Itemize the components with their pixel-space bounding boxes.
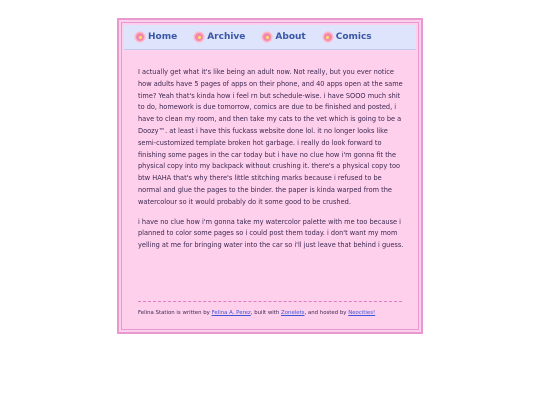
nav-item-label: Archive (207, 32, 246, 42)
nav-bar (124, 25, 416, 50)
post-paragraph: i have no clue how i'm gonna take my watercolor palette with me too because i planned to color some pages so i could post them today. i don't want my mom yelling at me for bringing water into the car so i'll just leave that behind i guess. (138, 217, 404, 250)
footer-text: , built with (250, 310, 282, 316)
footer-divider (138, 301, 402, 302)
flower-icon (195, 33, 203, 41)
flower-icon (324, 33, 332, 41)
footer-text: Felina Station is written by (138, 310, 212, 316)
zonelets-link[interactable]: Zonelets (281, 310, 305, 316)
neocities-link[interactable]: Neocities! (348, 310, 376, 316)
flower-icon (263, 33, 271, 41)
nav-item-about[interactable] (263, 32, 305, 42)
footer-text: , and hosted by (304, 310, 349, 316)
site-footer (138, 309, 408, 317)
nav-item-archive[interactable] (195, 32, 245, 42)
post-paragraph: I actually get what it's like being an adult now. Not really, but you ever notice how adults have 5 pages of apps on their phone, and 40 apps open at the same time? Yeah that's kinda how i feel rn but schedule-wise. i have SOOO much shit to do, homework is due tomorrow, comics are due to be finished and posted, i have to clean my room, and then take my cats to the vet which is going to be a Doozy™. at least i have this fuckass website done lol. it no longer looks like semi-customized template broken hot garbage. i really do look forward to finishing some pages in the car today but i have no clue how i'm gonna fit the physical copy into my backpack without crushing it. there's a physical copy too btw HAHA that's why there's little stitching marks because i refused to be normal and glue the pages to the binder. the paper is kinda warped from the watercolour so it would probably do it some good to be crushed. (138, 68, 403, 206)
nav-item-label: About (275, 32, 306, 42)
flower-icon (136, 33, 144, 41)
page-frame (117, 18, 423, 334)
author-link[interactable]: Felina A. Perez (211, 310, 251, 316)
post-content (138, 67, 406, 260)
nav-item-label: Comics (335, 32, 372, 42)
nav-item-label: Home (148, 32, 178, 42)
nav-item-home[interactable] (136, 32, 177, 42)
nav-item-comics[interactable] (324, 32, 372, 42)
